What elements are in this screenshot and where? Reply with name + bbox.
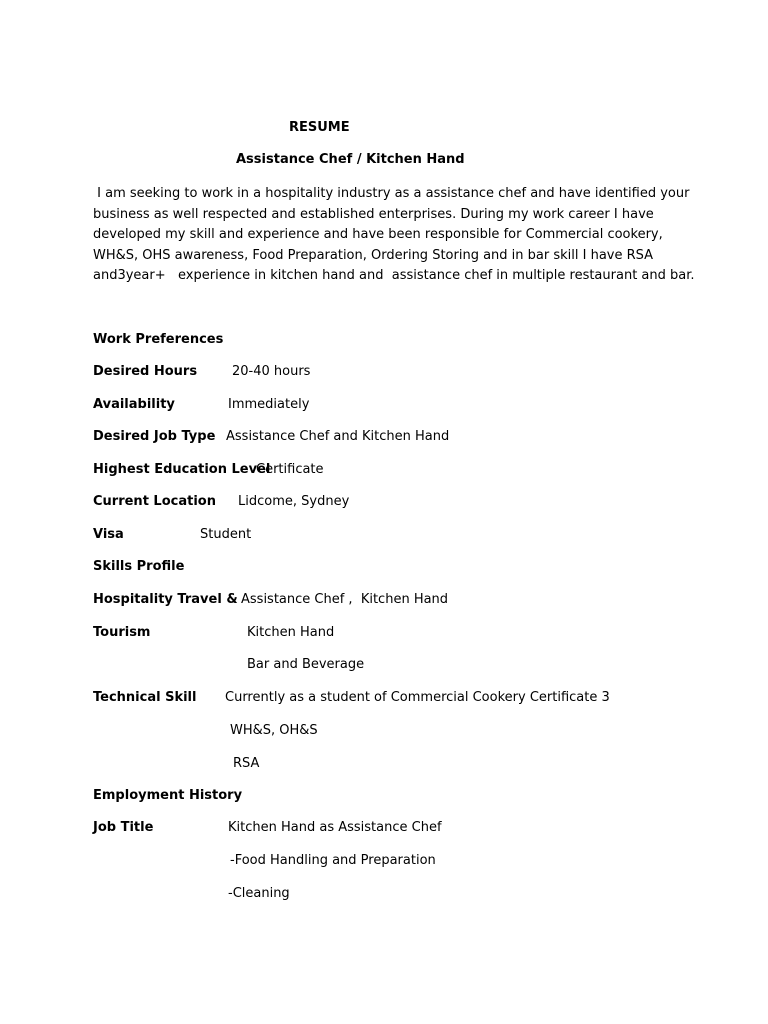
visa-value: Student <box>200 527 252 542</box>
job-duty-item: -Cleaning <box>228 886 290 901</box>
job-duty-item: -Food Handling and Preparation <box>230 853 436 868</box>
desired-hours-value: 20-40 hours <box>232 364 311 379</box>
work-preferences-heading: Work Preferences <box>93 332 224 347</box>
desired-job-type-value: Assistance Chef and Kitchen Hand <box>226 429 450 444</box>
technical-skill-value: RSA <box>233 756 260 771</box>
desired-hours-label: Desired Hours <box>93 364 198 379</box>
objective-line: WH&S, OHS awareness, Food Preparation, Ordering Storing and in bar skill I have RSA <box>93 247 654 263</box>
objective-line: and3year+ experience in kitchen hand and assistance chef in multiple restaurant and bar. <box>93 268 695 284</box>
visa-label: Visa <box>93 527 124 542</box>
education-level-value: Certificate <box>256 462 324 477</box>
hospitality-skill-value: Assistance Chef , Kitchen Hand <box>241 592 449 607</box>
technical-skill-value: Currently as a student of Commercial Cookery Certificate 3 <box>225 690 610 705</box>
objective-line: developed my skill and experience and have been responsible for Commercial cookery, <box>93 227 663 243</box>
desired-job-type-label: Desired Job Type <box>93 429 216 444</box>
objective-paragraph <box>93 184 693 287</box>
objective-line: I am seeking to work in a hospitality industry as a assistance chef and have identified your <box>93 186 690 201</box>
skills-profile-heading: Skills Profile <box>93 559 185 574</box>
current-location-label: Current Location <box>93 494 216 509</box>
current-location-value: Lidcome, Sydney <box>238 494 350 509</box>
education-level-label: Highest Education Level <box>93 462 271 477</box>
employment-history-heading: Employment History <box>93 788 243 803</box>
position-subtitle: Assistance Chef / Kitchen Hand <box>236 152 465 167</box>
job-title-value: Kitchen Hand as Assistance Chef <box>228 820 442 835</box>
technical-skill-value: WH&S, OH&S <box>230 723 318 738</box>
hospitality-label: Hospitality Travel & <box>93 592 238 607</box>
job-title-label: Job Title <box>93 820 154 835</box>
bar-beverage-skill-value: Bar and Beverage <box>247 657 365 672</box>
tourism-skill-value: Kitchen Hand <box>247 625 335 640</box>
resume-title: RESUME <box>289 120 350 135</box>
availability-value: Immediately <box>228 397 310 412</box>
tourism-label: Tourism <box>93 625 151 640</box>
technical-skill-label: Technical Skill <box>93 690 197 705</box>
availability-label: Availability <box>93 397 175 412</box>
objective-line: business as well respected and established enterprises. During my work career I have <box>93 206 654 222</box>
